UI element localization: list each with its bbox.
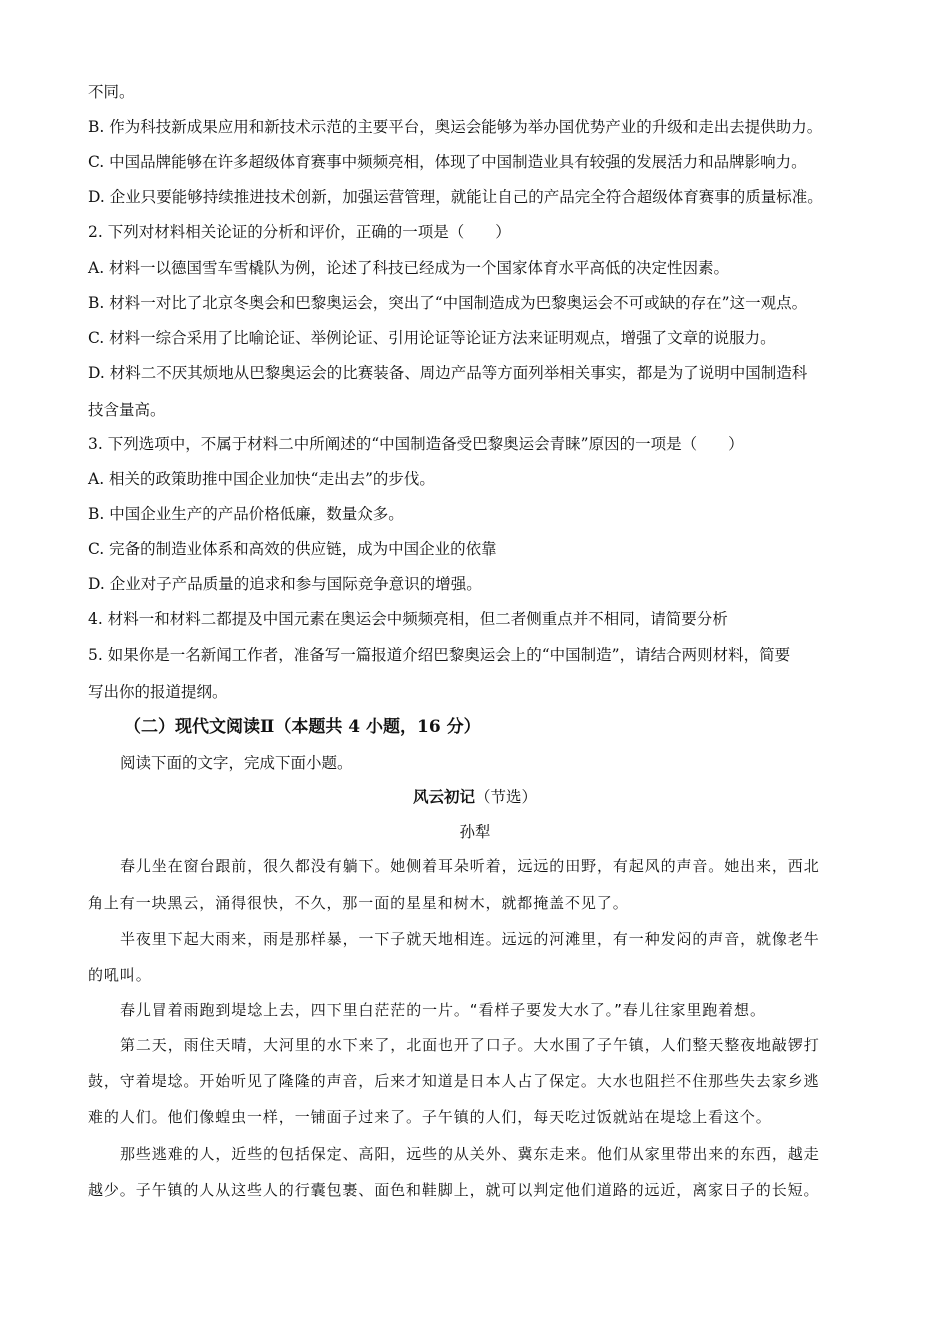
q2-stem: 2. 下列对材料相关论证的分析和评价，正确的一项是（ ） [88,223,511,241]
passage-author: 孙犁 [459,823,491,841]
q3-option-c: C. 完备的制造业体系和高效的供应链，成为中国企业的依靠 [88,540,497,558]
q2-option-d-line2: 技含量高。 [88,401,166,419]
passage-paragraph-4-line1: 第二天，雨住天晴，大河里的水下来了，北面也开了口子。大水围了子午镇，人们整天整夜地敲锣打 [120,1036,820,1054]
q2-option-d-line1: D. 材料二不厌其烦地从巴黎奥运会的比赛装备、周边产品等方面列举相关事实，都是为了说明中国制造科 [88,364,808,382]
q3-option-d: D. 企业对子产品质量的追求和参与国际竞争意识的增强。 [88,575,482,593]
passage-paragraph-4-line2: 鼓，守着堤埝。开始听见了隆隆的声音，后来才知道是日本人占了保定。大水也阻拦不住那些失去家乡逃 [88,1072,820,1090]
section-heading: （二）现代文阅读Ⅱ（本题共 4 小题，16 分） [124,717,481,737]
q3-option-a: A. 相关的政策助推中国企业加快“走出去”的步伐。 [88,470,435,488]
q2-option-c: C. 材料一综合采用了比喻论证、举例论证、引用论证等论证方法来证明观点，增强了文章的说服力。 [88,329,776,347]
passage-title-note: （节选） [475,788,538,806]
passage-title: 风云初记 [412,787,475,806]
passage-paragraph-5-line2: 越少。子午镇的人从这些人的行囊包裹、面色和鞋脚上，就可以判定他们道路的远近，离家日子的长短。 [88,1181,820,1199]
q3-stem: 3. 下列选项中，不属于材料二中所阐述的“中国制造备受巴黎奥运会青睐”原因的一项是（ ） [88,435,744,453]
passage-paragraph-2-line2: 的吼叫。 [88,966,152,984]
q1-option-a-tail: 不同。 [88,83,135,101]
passage-paragraph-3: 春儿冒着雨跑到堤埝上去，四下里白茫茫的一片。“看样子要发大水了。”春儿往家里跑着想。 [120,1001,766,1019]
passage-paragraph-2-line1: 半夜里下起大雨来，雨是那样暴，一下子就天地相连。远远的河滩里，有一种发闷的声音，就像老牛 [120,930,820,948]
passage-paragraph-1-line2: 角上有一块黑云，涌得很快，不久，那一面的星星和树木，就都掩盖不见了。 [88,894,629,912]
passage-paragraph-5-line1: 那些逃难的人，近些的包括保定、高阳，远些的从关外、冀东走来。他们从家里带出来的东西，越走 [120,1145,820,1163]
q4-stem: 4. 材料一和材料二都提及中国元素在奥运会中频频亮相，但二者侧重点并不相同，请简要分析 [88,610,728,628]
q2-option-b: B. 材料一对比了北京冬奥会和巴黎奥运会，突出了“中国制造成为巴黎奥运会不可或缺的存在”这一观点。 [88,294,808,312]
q5-stem-line1: 5. 如果你是一名新闻工作者，准备写一篇报道介绍巴黎奥运会上的“中国制造”，请结合两则材料，简要 [88,646,791,664]
q1-option-c: C. 中国品牌能够在许多超级体育赛事中频频亮相，体现了中国制造业具有较强的发展活力和品牌影响力。 [88,153,807,171]
q3-option-b: B. 中国企业生产的产品价格低廉，数量众多。 [88,505,404,523]
section-instruction: 阅读下面的文字，完成下面小题。 [120,754,353,772]
q2-option-a: A. 材料一以德国雪车雪橇队为例，论述了科技已经成为一个国家体育水平高低的决定性因素。 [88,259,730,277]
passage-title-line [0,787,950,807]
passage-paragraph-4-line3: 难的人们。他们像蝗虫一样，一铺面子过来了。子午镇的人们，每天吃过饭就站在堤埝上看这个。 [88,1108,772,1126]
passage-paragraph-1-line1: 春儿坐在窗台跟前，很久都没有躺下。她侧着耳朵听着，远远的田野，有起风的声音。她出来，西北 [120,857,820,875]
q5-stem-line2: 写出你的报道提纲。 [88,683,228,701]
q1-option-d: D. 企业只要能够持续推进技术创新，加强运营管理，就能让自己的产品完全符合超级体育赛事的质量标准。 [88,188,823,206]
q1-option-b: B. 作为科技新成果应用和新技术示范的主要平台，奥运会能够为举办国优势产业的升级和走出去提供助力。 [88,118,823,136]
